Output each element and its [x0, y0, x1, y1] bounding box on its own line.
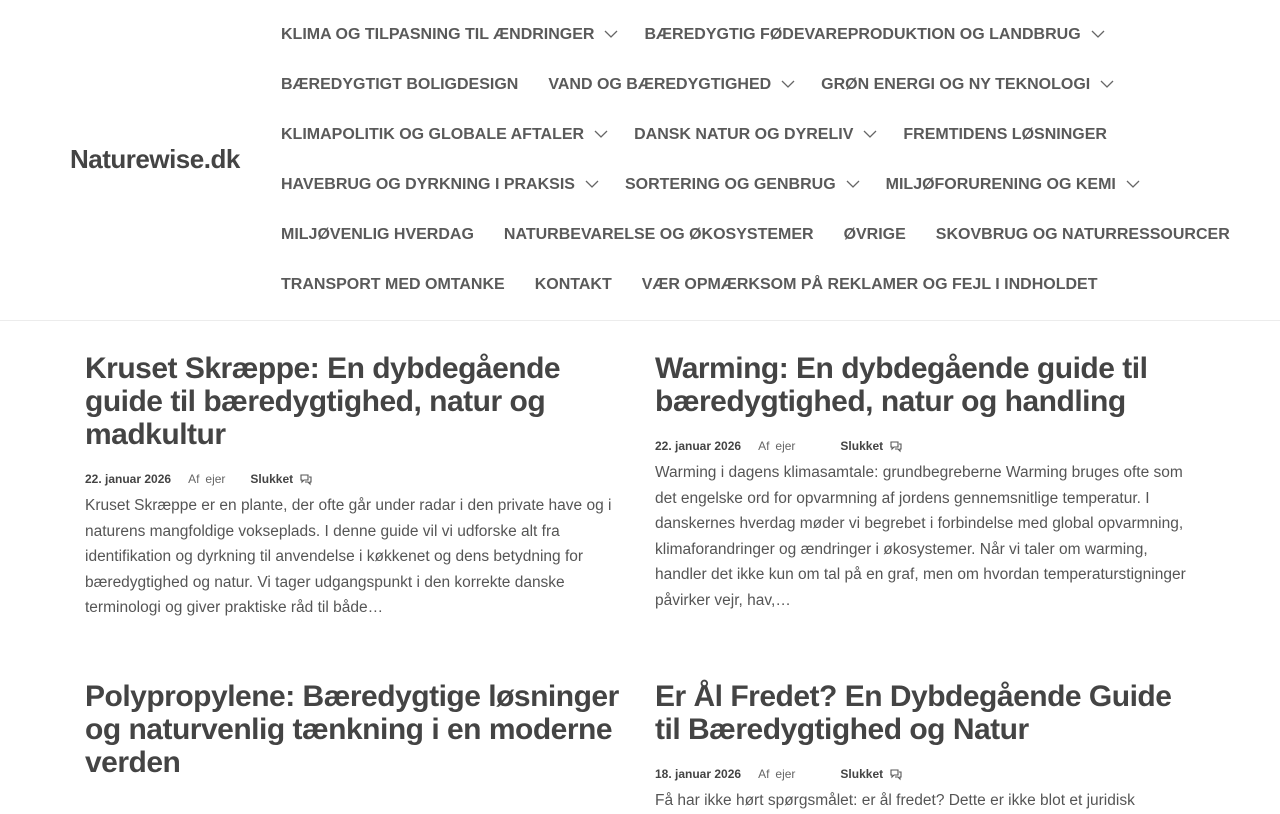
nav-item[interactable] [281, 226, 474, 244]
nav-item[interactable] [886, 176, 1136, 194]
post-comments [840, 439, 902, 453]
nav-item[interactable] [281, 26, 614, 44]
post-author[interactable]: ejer [205, 472, 226, 486]
nav-row [281, 160, 1241, 210]
nav-item[interactable] [504, 226, 814, 244]
nav-item-label: VÆR OPMÆRKSOM PÅ REKLAMER OG FEJL I INDHOLDET [641, 276, 1098, 293]
site-header [0, 0, 1280, 321]
nav-item[interactable] [634, 126, 873, 144]
post-by-label: Af [758, 439, 770, 453]
nav-item[interactable] [625, 176, 856, 194]
post-author[interactable]: ejer [775, 767, 796, 781]
post-date[interactable]: 18. januar 2026 [655, 767, 742, 781]
nav-item[interactable] [821, 76, 1110, 94]
nav-item-label: FREMTIDENS LØSNINGER [903, 126, 1107, 143]
chevron-down-icon[interactable] [781, 79, 791, 89]
post-meta [655, 438, 1195, 454]
comments-status: Slukket [250, 472, 294, 486]
chevron-down-icon[interactable] [1126, 179, 1136, 189]
nav-row [281, 110, 1241, 160]
post-by-label: Af [758, 767, 770, 781]
post-card [85, 680, 625, 779]
comment-icon [890, 769, 902, 780]
post-title[interactable]: Er Ål Fredet? En Dybdegående Guide til Bæredygtighed og Natur [655, 680, 1172, 746]
site-title[interactable]: Naturewise.dk [70, 144, 240, 174]
nav-item-label: HAVEBRUG OG DYRKNING I PRAKSIS [281, 176, 575, 193]
nav-row [281, 260, 1241, 310]
comments-status: Slukket [840, 767, 884, 781]
nav-item[interactable] [548, 76, 791, 94]
nav-item-label: NATURBEVARELSE OG ØKOSYSTEMER [503, 226, 814, 243]
post-title[interactable]: Warming: En dybdegående guide til bæredygtighed, natur og handling [655, 352, 1148, 418]
nav-item-label: KONTAKT [534, 276, 612, 293]
post-title[interactable]: Polypropylene: Bæredygtige løsninger og naturvenlig tænkning i en moderne verden [85, 680, 619, 779]
post-author[interactable]: ejer [775, 439, 796, 453]
chevron-down-icon[interactable] [585, 179, 595, 189]
post-title[interactable]: Kruset Skræppe: En dybdegående guide til bæredygtighed, natur og madkultur [85, 352, 561, 451]
post-card [655, 352, 1195, 614]
post-meta [85, 471, 625, 487]
post-comments [840, 767, 902, 781]
nav-item-label: TRANSPORT MED OMTANKE [281, 276, 505, 293]
nav-item-label: GRØN ENERGI OG NY TEKNOLOGI [821, 76, 1091, 93]
nav-item[interactable] [281, 76, 518, 94]
nav-item-label: BÆREDYGTIG FØDEVAREPRODUKTION OG LANDBRUG [644, 26, 1081, 43]
post-comments [250, 472, 312, 486]
nav-item[interactable] [281, 276, 505, 294]
chevron-down-icon[interactable] [846, 179, 856, 189]
comments-status: Slukket [840, 439, 884, 453]
post-card [655, 680, 1195, 814]
post-excerpt: Warming i dagens klimasamtale: grundbegreberne Warming bruges ofte som det engelske ord for opvarmning af jordens gennemsnitlige temperatur. I danskernes hverdag møder vi begrebet i forbindelse med global opvarmning, klimaforandringer og ændringer i økosystemer. Når vi taler om warming, handler det ikke kun om tal på en graf, men om hvordan temperaturstigninger påvirker vejr, hav,… [655, 464, 1186, 609]
nav-item-label: SORTERING OG GENBRUG [624, 176, 836, 193]
chevron-down-icon[interactable] [1100, 79, 1110, 89]
nav-item[interactable] [281, 176, 595, 194]
nav-item[interactable] [903, 126, 1107, 144]
nav-item-label: MILJØFORURENING OG KEMI [885, 176, 1116, 193]
nav-item-label: KLIMAPOLITIK OG GLOBALE AFTALER [281, 126, 585, 143]
nav-item[interactable] [535, 276, 612, 294]
chevron-down-icon[interactable] [604, 29, 614, 39]
nav-item-label: DANSK NATUR OG DYRELIV [634, 126, 854, 143]
nav-item[interactable] [936, 226, 1230, 244]
nav-item[interactable] [281, 126, 604, 144]
nav-item[interactable] [644, 26, 1100, 44]
post-excerpt: Kruset Skræppe er en plante, der ofte går under radar i den private have og i naturens mangfoldige vokseplads. I denne guide vil vi udforske alt fra identifikation og dyrkning til anvendelse i køkkenet og dens betydning for bæredygtighed og natur. Vi tager udgangspunkt i den korrekte danske terminologi og giver praktiske råd til både… [85, 497, 612, 617]
comment-icon [890, 441, 902, 452]
nav-item-label: MILJØVENLIG HVERDAG [281, 226, 474, 243]
nav-row [281, 10, 1241, 60]
post-date[interactable]: 22. januar 2026 [655, 439, 742, 453]
post-excerpt: Få har ikke hørt spørgsmålet: er ål fredet? Dette er ikke blot et juridisk [655, 792, 1135, 809]
nav-item[interactable] [844, 226, 906, 244]
nav-item[interactable] [642, 276, 1098, 294]
chevron-down-icon[interactable] [863, 129, 873, 139]
comment-icon [300, 474, 312, 485]
post-date[interactable]: 22. januar 2026 [85, 472, 172, 486]
nav-item-label: BÆREDYGTIGT BOLIGDESIGN [281, 76, 519, 93]
nav-item-label: VAND OG BÆREDYGTIGHED [548, 76, 772, 93]
chevron-down-icon[interactable] [1091, 29, 1101, 39]
nav-row [281, 210, 1241, 260]
chevron-down-icon[interactable] [594, 129, 604, 139]
nav-item-label: SKOVBRUG OG NATURRESSOURCER [935, 226, 1230, 243]
nav-row [281, 60, 1241, 110]
post-by-label: Af [188, 472, 200, 486]
nav-item-label: ØVRIGE [843, 226, 906, 243]
post-card [85, 352, 625, 621]
post-meta [655, 766, 1195, 782]
nav-item-label: KLIMA OG TILPASNING TIL ÆNDRINGER [281, 26, 595, 43]
main-navigation [281, 10, 1241, 310]
